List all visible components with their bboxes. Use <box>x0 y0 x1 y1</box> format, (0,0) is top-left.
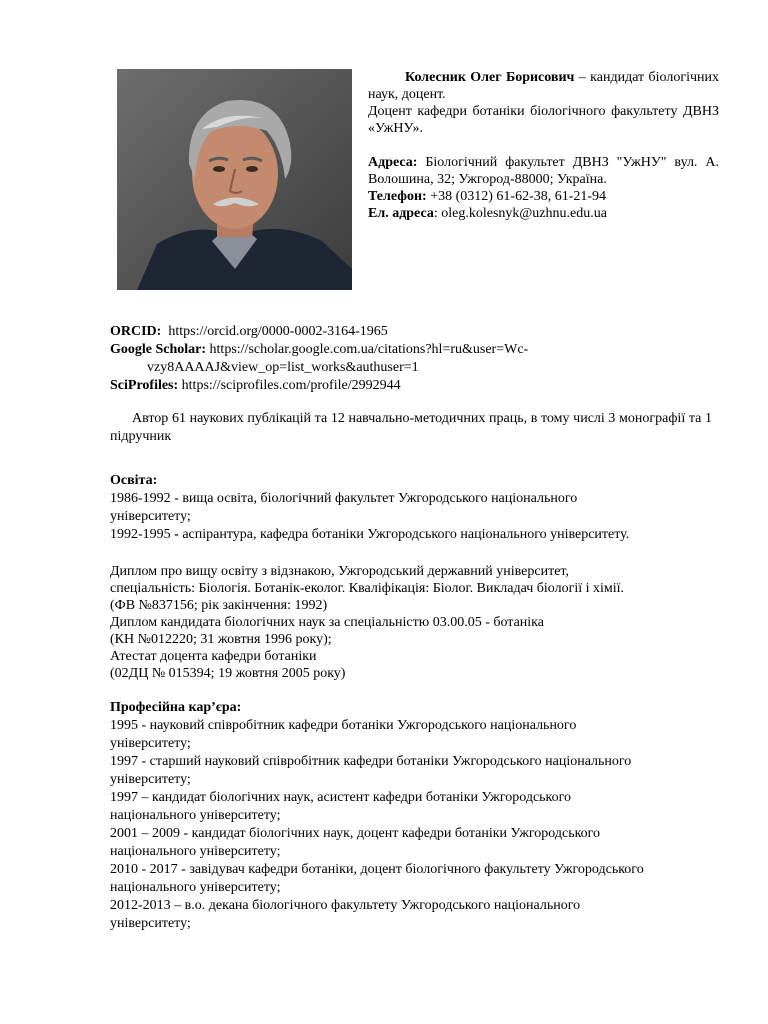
education-heading: Освіта: <box>110 473 158 488</box>
education-line: 1992-1995 - аспірантура, кафедра ботаніки Ужгородського національного університету. <box>110 527 630 542</box>
education-line: 1986-1992 - вища освіта, біологічний факультет Ужгородського національного <box>110 491 578 506</box>
sciprofiles-line <box>110 377 715 395</box>
diploma-line: Атестат доцента кафедри ботаніки <box>110 649 317 664</box>
career-line: 1995 - науковий співробітник кафедри ботаніки Ужгородського національного <box>110 718 577 733</box>
career-heading: Професійна кар’єра: <box>110 700 242 715</box>
diploma-line: (КН №012220; 31 жовтня 1996 року); <box>110 632 332 647</box>
diplomas-block <box>110 563 715 682</box>
scholar-link[interactable]: https://scholar.google.com.ua/citations?hl=ru&user=Wc- <box>206 342 529 357</box>
scholar-label: Google Scholar: <box>110 342 207 357</box>
career-line: 2010 - 2017 - завідувач кафедри ботаніки, доцент біологічного факультету Ужгородського <box>110 862 644 877</box>
position-text: Доцент кафедри ботаніки біологічного факультету ДВНЗ «УжНУ». <box>368 104 719 136</box>
career-line: національного університету; <box>110 844 281 859</box>
career-line: 2001 – 2009 - кандидат біологічних наук, доцент кафедри ботаніки Ужгородського <box>110 826 601 841</box>
diploma-line: Диплом про вищу освіту з відзнакою, Ужгородський державний університет, <box>110 564 569 579</box>
degree-text: – кандидат біологічних наук, доцент. <box>368 70 719 102</box>
portrait-photo <box>117 69 352 290</box>
profiles-block <box>110 323 715 395</box>
sciprofiles-label: SciProfiles: <box>110 378 179 393</box>
phone-value: +38 (0312) 61-62-38, 61-21-94 <box>426 189 607 204</box>
email-value: : oleg.kolesnyk@uzhnu.edu.ua <box>433 206 607 221</box>
orcid-line <box>110 323 715 341</box>
education-line: університету; <box>110 509 191 524</box>
orcid-link[interactable]: https://orcid.org/0000-0002-3164-1965 <box>161 324 388 339</box>
career-line: 1997 - старший науковий співробітник кафедри ботаніки Ужгородського національного <box>110 754 632 769</box>
name-title-line <box>368 69 719 103</box>
phone-line <box>368 188 719 205</box>
person-name: Колесник Олег Борисович <box>405 70 575 85</box>
address-label: Адреса: <box>368 155 418 170</box>
phone-label: Телефон: <box>368 189 427 204</box>
career-line: університету; <box>110 772 191 787</box>
education-block <box>110 472 715 544</box>
address-line <box>368 154 719 188</box>
career-line: університету; <box>110 736 191 751</box>
career-line: національного університету; <box>110 880 281 895</box>
email-line <box>368 205 719 222</box>
address-value: Біологічний факультет ДВНЗ "УжНУ" вул. А. Волошина, 32; Ужгород-88000; Україна. <box>368 155 719 187</box>
diploma-line: спеціальність: Біологія. Ботанік-еколог. Кваліфікація: Біолог. Викладач біології і хімії. <box>110 581 625 596</box>
email-label: Ел. адреса <box>368 206 434 221</box>
orcid-label: ORCID: <box>110 324 162 339</box>
career-line: університету; <box>110 916 191 931</box>
diploma-line: Диплом кандидата біологічних наук за спеціальністю 03.00.05 - ботаніка <box>110 615 544 630</box>
career-line: 2012-2013 – в.о. декана біологічного факультету Ужгородського національного <box>110 898 581 913</box>
career-line: національного університету; <box>110 808 281 823</box>
career-block <box>110 699 715 933</box>
career-line: 1997 – кандидат біологічних наук, асистент кафедри ботаніки Ужгородського <box>110 790 572 805</box>
header-block <box>368 69 719 222</box>
sciprofiles-link[interactable]: https://sciprofiles.com/profile/2992944 <box>178 378 401 393</box>
publications-summary: Автор 61 наукових публікацій та 12 навчально-методичних праць, в тому числі 3 монографії та 1 підручник <box>110 411 712 444</box>
scholar-link-cont[interactable]: vzy8AAAAJ&view_op=list_works&authuser=1 <box>147 360 419 375</box>
portrait-illustration <box>117 69 352 290</box>
diploma-line: (02ДЦ № 015394; 19 жовтня 2005 року) <box>110 666 346 681</box>
diploma-line: (ФВ №837156; рік закінчення: 1992) <box>110 598 328 613</box>
scholar-line <box>110 341 715 359</box>
